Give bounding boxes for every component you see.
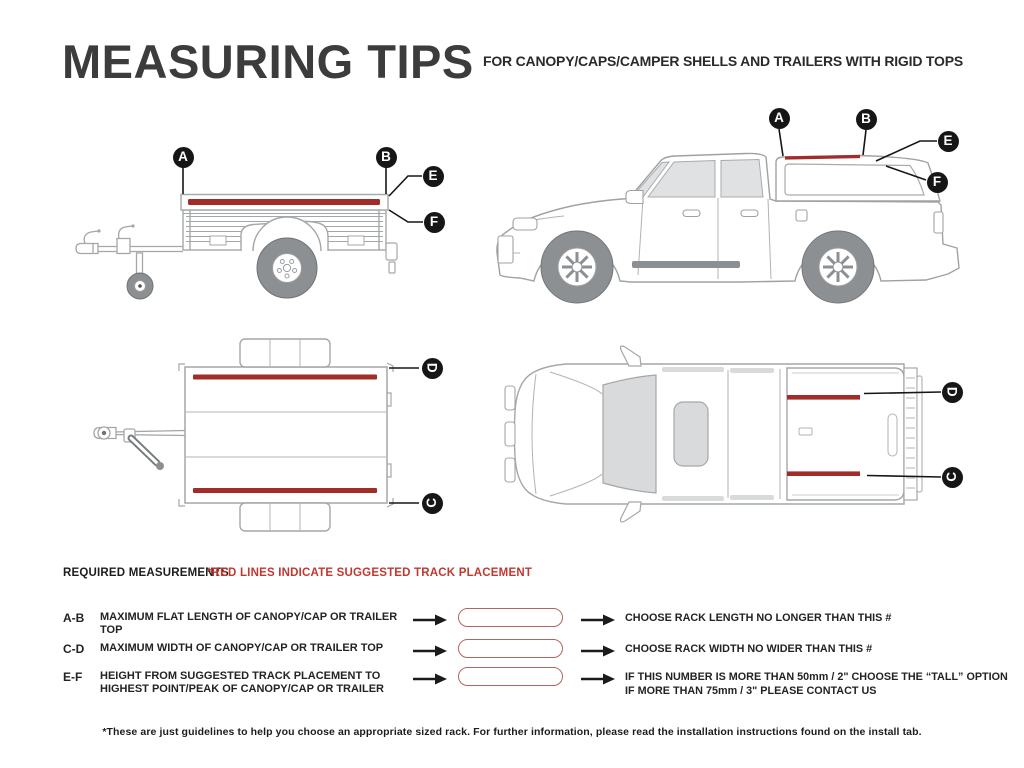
measurement-key: A-B xyxy=(63,611,85,625)
marker-c: C xyxy=(942,467,963,488)
track-placement-line xyxy=(188,199,380,205)
canopy-top xyxy=(787,368,904,500)
arrow-right-icon xyxy=(581,614,615,626)
windshield xyxy=(603,375,656,493)
rear-wheel xyxy=(802,231,874,303)
marker-b: B xyxy=(856,109,877,130)
measurement-key: C-D xyxy=(63,642,85,656)
trailer-taillight xyxy=(386,243,397,273)
marker-b: B xyxy=(376,147,397,168)
arrow-right-icon xyxy=(413,673,447,685)
trailer-top-drawing xyxy=(60,330,460,545)
arrow-right-icon xyxy=(413,645,447,657)
measurement-guidance: CHOOSE RACK WIDTH NO WIDER THAN THIS # xyxy=(625,643,873,655)
marker-d: D xyxy=(422,358,443,379)
page-subtitle: FOR CANOPY/CAPS/CAMPER SHELLS AND TRAILERS WITH RIGID TOPS xyxy=(483,53,963,69)
trailer-side-drawing xyxy=(60,120,460,315)
legend-heading: REQUIRED MEASUREMENTS xyxy=(63,567,229,579)
marker-a: A xyxy=(769,108,790,129)
truck-top-drawing xyxy=(490,340,980,535)
measurement-value-box xyxy=(458,667,563,686)
front-wheel xyxy=(541,231,613,303)
truck-top-view xyxy=(490,340,980,535)
track-placement-line xyxy=(193,488,377,493)
measurement-description: HEIGHT FROM SUGGESTED TRACK PLACEMENT TO HIGHEST POINT/PEAK OF CANOPY/CAP OR TRAILER xyxy=(100,670,384,695)
marker-e: E xyxy=(938,131,959,152)
trailer-top-view xyxy=(60,330,460,545)
measurement-row-ef xyxy=(0,666,1024,706)
truck-side-view xyxy=(480,95,980,310)
marker-f: F xyxy=(424,212,445,233)
legend-red-note: *RED LINES INDICATE SUGGESTED TRACK PLACEMENT xyxy=(207,567,533,579)
sunroof xyxy=(674,402,708,466)
track-placement-line xyxy=(787,395,860,400)
measurement-value-box xyxy=(458,639,563,658)
jockey-wheel xyxy=(127,273,153,299)
trailer-top-body xyxy=(185,367,387,503)
footnote: *These are just guidelines to help you choose an appropriate sized rack. For further information, please read the installation instructions found on the install tab. xyxy=(102,726,922,738)
marker-c: C xyxy=(422,493,443,514)
measurement-key: E-F xyxy=(63,670,83,684)
trailer-drawbar xyxy=(94,427,185,442)
rocker-step xyxy=(632,261,740,268)
trailer-wheel xyxy=(257,238,317,298)
trailer-side-view xyxy=(60,120,460,315)
front-bumper-ribs xyxy=(505,386,515,482)
track-placement-line xyxy=(787,471,860,476)
track-placement-line xyxy=(193,375,377,380)
leader-lines xyxy=(389,368,419,503)
jockey-handle xyxy=(131,438,164,470)
measurement-value-box xyxy=(458,608,563,627)
measurement-description: MAXIMUM WIDTH OF CANOPY/CAP OR TRAILER TOP xyxy=(100,642,384,654)
guidance-line-2: IF MORE THAN 75mm / 3" PLEASE CONTACT US xyxy=(625,685,877,697)
arrow-right-icon xyxy=(581,645,615,657)
guidance-line-1: IF THIS NUMBER IS MORE THAN 50mm / 2" CHOOSE THE “TALL” OPTION xyxy=(625,671,1008,683)
marker-e: E xyxy=(423,166,444,187)
measurement-guidance: CHOOSE RACK LENGTH NO LONGER THAN THIS # xyxy=(625,612,892,624)
arrow-right-icon xyxy=(581,673,615,685)
cab-windows xyxy=(632,160,763,198)
arrow-right-icon xyxy=(413,614,447,626)
track-placement-line xyxy=(785,157,860,159)
truck-side-drawing xyxy=(480,95,980,310)
rear-bumper xyxy=(917,376,922,492)
marker-a: A xyxy=(173,147,194,168)
marker-f: F xyxy=(927,172,948,193)
measurement-description: MAXIMUM FLAT LENGTH OF CANOPY/CAP OR TRAILER TOP xyxy=(100,611,398,636)
marker-d: D xyxy=(942,382,963,403)
measurement-guidance xyxy=(625,670,1021,698)
page-title: MEASURING TIPS xyxy=(62,35,474,88)
canopy-window xyxy=(785,164,924,195)
trailer-drawbar xyxy=(76,224,183,275)
